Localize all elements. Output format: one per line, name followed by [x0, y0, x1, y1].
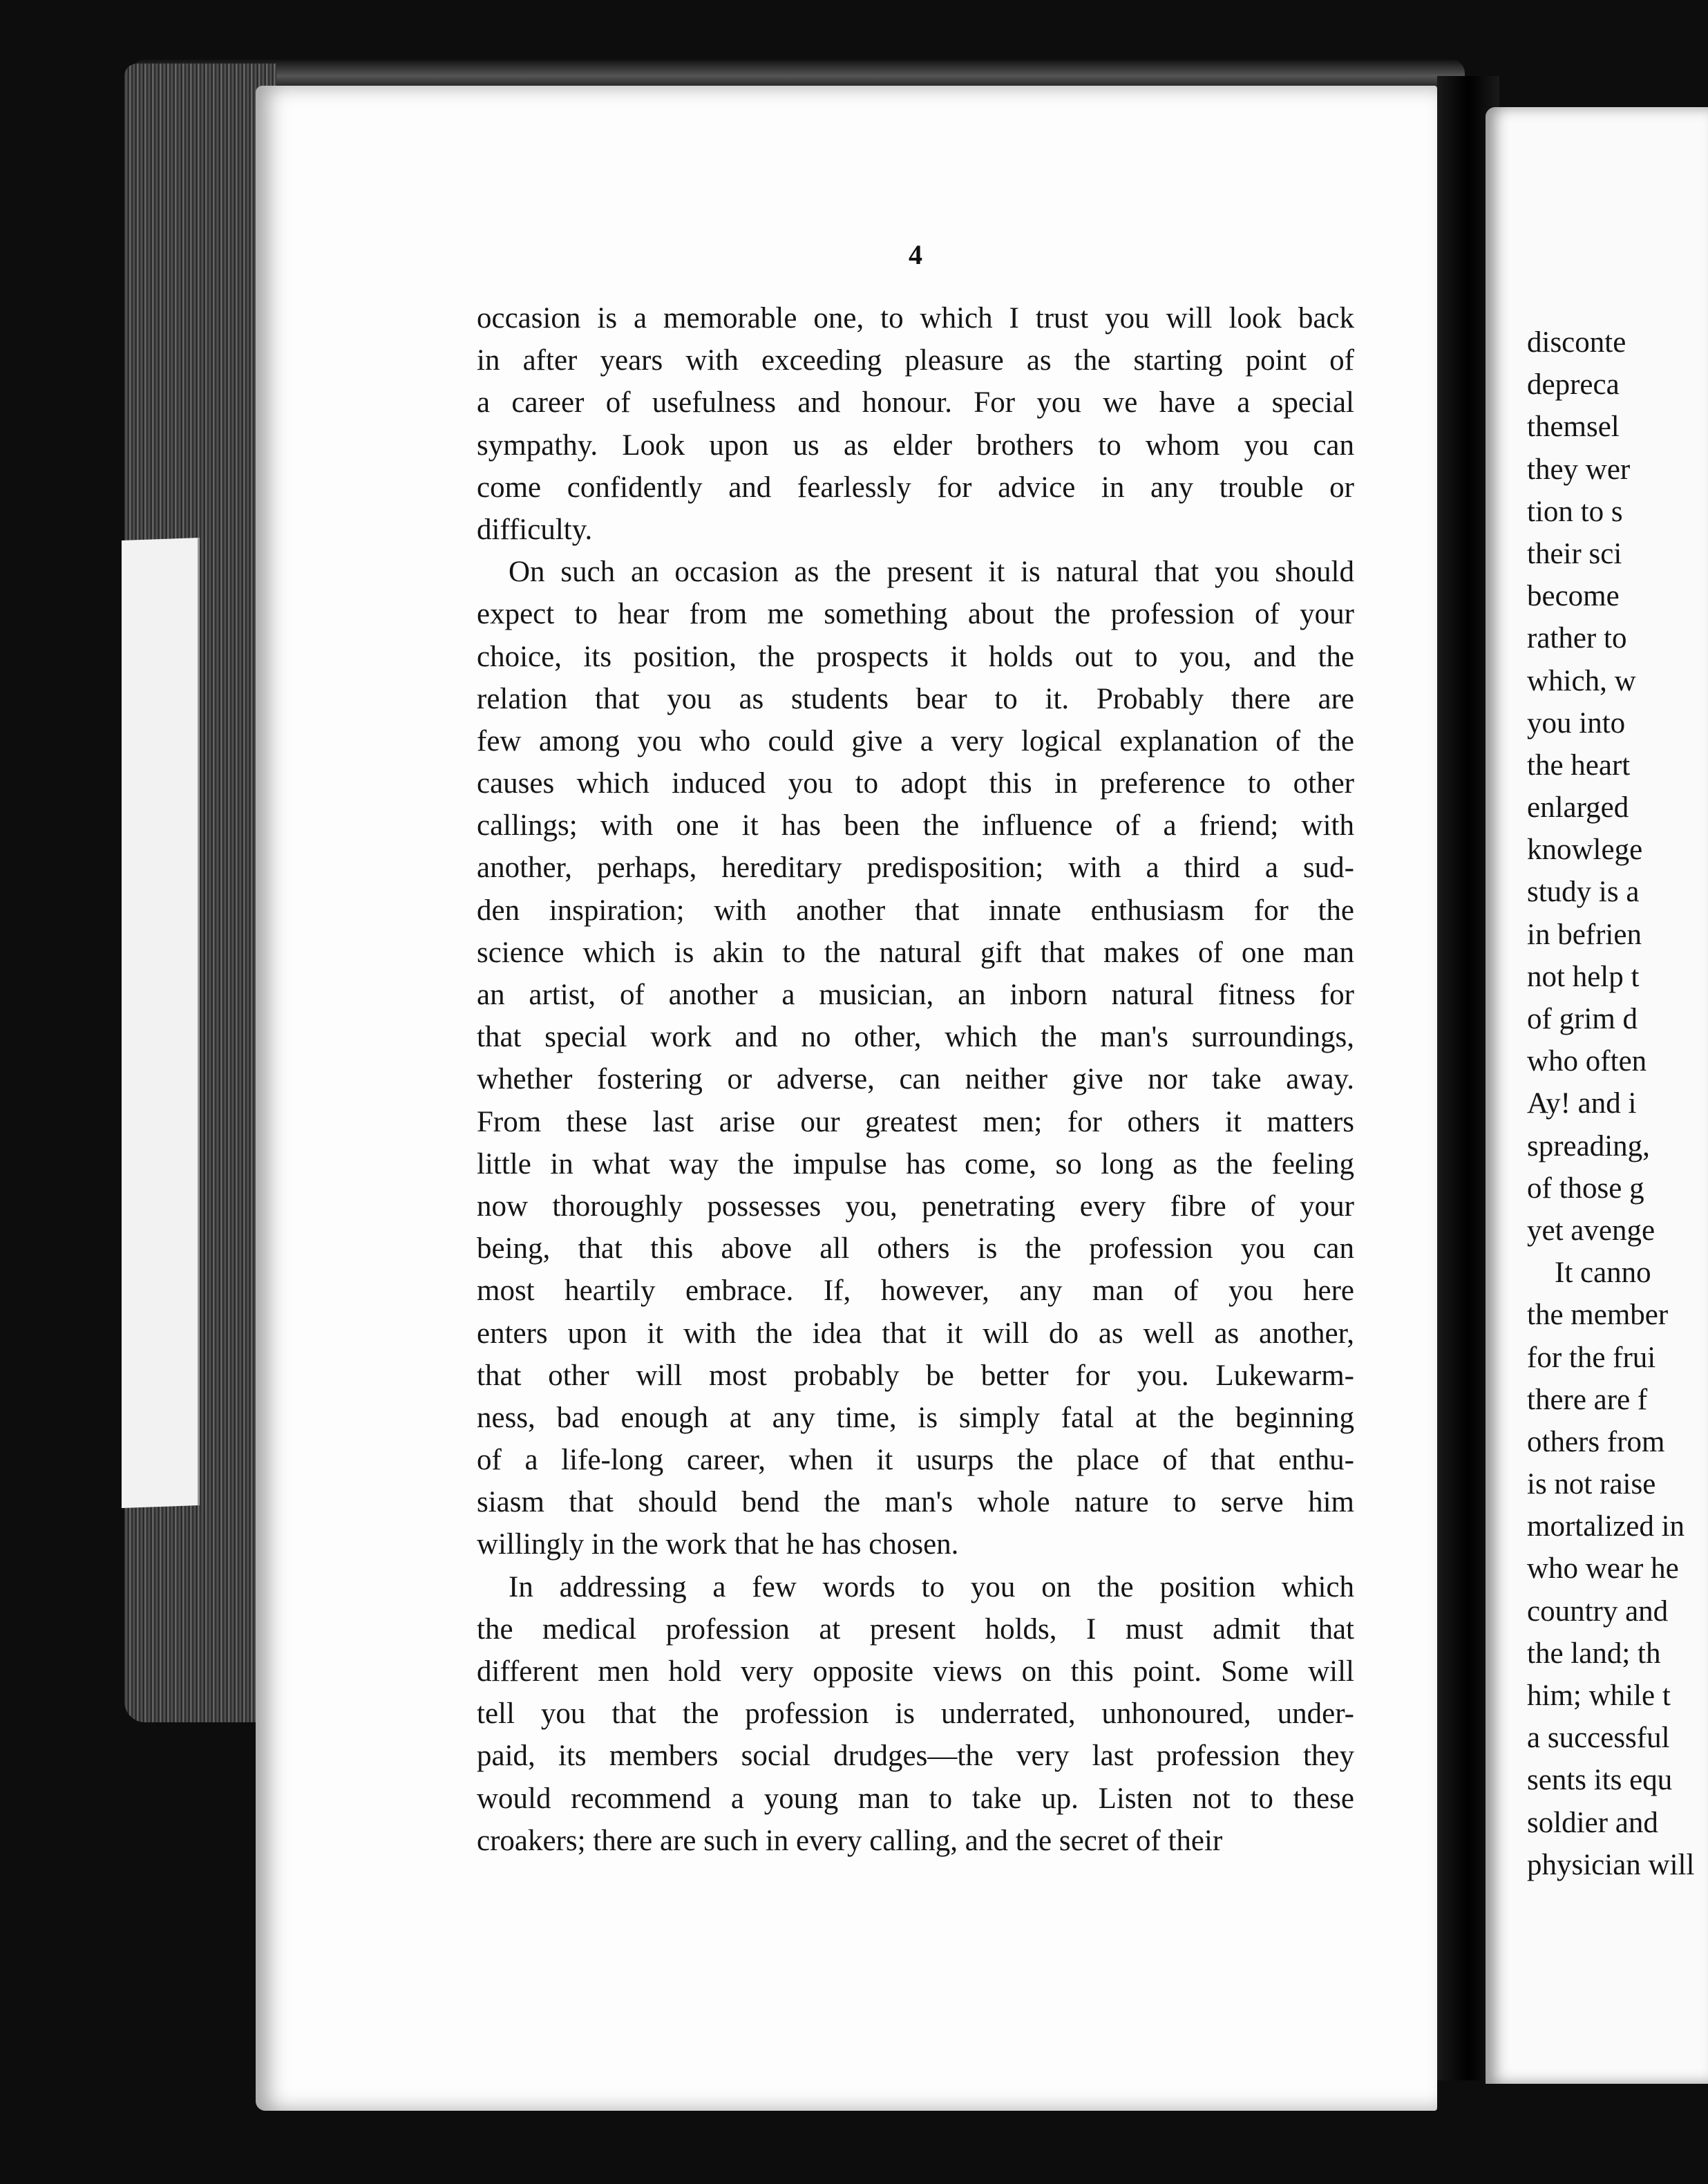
- text-line: the medical profession at present holds, I must admit that: [477, 1612, 1354, 1646]
- right-text-line: themsel: [1527, 411, 1620, 444]
- right-text-line: a successful: [1527, 1722, 1670, 1755]
- text-line: den inspiration; with another that innate enthusiasm for the: [477, 894, 1354, 927]
- right-text-line: tion to s: [1527, 495, 1623, 528]
- book-top-edge: [131, 59, 1465, 87]
- right-page-text: [1527, 321, 1708, 1886]
- text-line: sympathy. Look upon us as elder brothers to whom you can: [477, 429, 1354, 462]
- text-line: that special work and no other, which the man's surroundings,: [477, 1021, 1354, 1054]
- right-text-line: knowlege: [1527, 834, 1643, 867]
- right-text-line: Ay! and i: [1527, 1087, 1637, 1120]
- right-text-line: depreca: [1527, 368, 1620, 402]
- right-text-line: the member: [1527, 1299, 1669, 1332]
- right-text-line: of grim d: [1527, 1003, 1638, 1035]
- right-text-line: you into: [1527, 706, 1626, 740]
- text-line: of a life-long career, when it usurps the place of that enthu-: [477, 1444, 1354, 1477]
- body-text: [477, 297, 1354, 1862]
- right-text-line: It canno: [1555, 1256, 1651, 1290]
- text-line: different men hold very opposite views on this point. Some will: [477, 1655, 1354, 1688]
- right-text-line: who often: [1527, 1045, 1647, 1078]
- text-line: causes which induced you to adopt this in preference to other: [477, 767, 1354, 800]
- right-text-line: who wear he: [1527, 1552, 1679, 1585]
- text-line: another, perhaps, hereditary predisposition; with a third a sud-: [477, 851, 1354, 885]
- right-text-line: physician will: [1527, 1848, 1695, 1881]
- text-line: would recommend a young man to take up. Listen not to these: [477, 1782, 1354, 1815]
- right-text-line: they wer: [1527, 453, 1631, 486]
- right-text-line: there are f: [1527, 1383, 1648, 1416]
- text-line: being, that this above all others is the profession you can: [477, 1232, 1354, 1265]
- text-line: most heartily embrace. If, however, any man of you here: [477, 1274, 1354, 1308]
- text-line: relation that you as students bear to it. Probably there are: [477, 682, 1354, 715]
- right-text-line: in befrien: [1527, 918, 1642, 951]
- right-text-line: soldier and: [1527, 1806, 1658, 1839]
- right-text-line: sents its equ: [1527, 1764, 1673, 1797]
- right-text-line: others from: [1527, 1425, 1665, 1458]
- text-line: in after years with exceeding pleasure as the starting point of: [477, 344, 1354, 377]
- text-line: science which is akin to the natural gift that makes of one man: [477, 936, 1354, 969]
- text-line: come confidently and fearlessly for advice in any trouble or: [477, 471, 1354, 504]
- text-line: expect to hear from me something about the profession of your: [477, 598, 1354, 631]
- right-text-line: of those g: [1527, 1171, 1644, 1205]
- text-line: croakers; there are such in every calling, and the secret of their: [477, 1824, 1223, 1857]
- text-line: whether fostering or adverse, can neither give nor take away.: [477, 1063, 1354, 1096]
- page-number: 4: [909, 239, 922, 270]
- right-text-line: rather to: [1527, 622, 1627, 655]
- text-line: tell you that the profession is underrated, unhonoured, under-: [477, 1697, 1354, 1731]
- text-line: enters upon it with the idea that it will do as well as another,: [477, 1317, 1354, 1350]
- right-text-line: him; while t: [1527, 1679, 1671, 1712]
- right-text-line: country and: [1527, 1594, 1669, 1628]
- text-line: siasm that should bend the man's whole nature to serve him: [477, 1486, 1354, 1519]
- text-line: callings; with one it has been the influence of a friend; with: [477, 809, 1354, 842]
- right-text-line: is not raise: [1527, 1468, 1656, 1501]
- right-text-line: their sci: [1527, 537, 1622, 570]
- text-line: paid, its members social drudges—the very last profession they: [477, 1740, 1354, 1773]
- right-text-line: which, w: [1527, 664, 1636, 697]
- right-text-line: yet avenge: [1527, 1214, 1655, 1247]
- text-line: willingly in the work that he has chosen.: [477, 1528, 959, 1561]
- right-text-line: spreading,: [1527, 1129, 1650, 1162]
- right-text-line: disconte: [1527, 326, 1626, 359]
- text-line: ness, bad enough at any time, is simply fatal at the beginning: [477, 1401, 1354, 1434]
- right-text-line: enlarged: [1527, 791, 1629, 825]
- text-line: that other will most probably be better for you. Lukewarm-: [477, 1359, 1354, 1392]
- text-line: few among you who could give a very logical explanation of the: [477, 724, 1354, 757]
- text-line: From these last arise our greatest men; for others it matters: [477, 1105, 1354, 1138]
- right-text-line: the heart: [1527, 749, 1631, 782]
- right-text-line: the land; th: [1527, 1637, 1661, 1670]
- right-text-line: mortalized in: [1527, 1510, 1685, 1543]
- right-text-line: not help t: [1527, 960, 1640, 993]
- right-text-line: for the frui: [1527, 1341, 1656, 1374]
- paper-slip: [122, 538, 200, 1508]
- text-line: little in what way the impulse has come, so long as the feeling: [477, 1147, 1354, 1180]
- text-line: difficulty.: [477, 513, 593, 546]
- text-line: choice, its position, the prospects it holds out to you, and the: [477, 640, 1354, 673]
- right-text-line: study is a: [1527, 876, 1640, 909]
- text-line: On such an occasion as the present it is natural that you should: [509, 556, 1354, 589]
- text-line: occasion is a memorable one, to which I trust you will look back: [477, 302, 1354, 335]
- text-line: now thoroughly possesses you, penetrating every fibre of your: [477, 1189, 1354, 1223]
- text-line: In addressing a few words to you on the position which: [509, 1570, 1354, 1603]
- text-line: a career of usefulness and honour. For you we have a special: [477, 386, 1354, 420]
- right-text-line: become: [1527, 580, 1620, 613]
- text-line: an artist, of another a musician, an inborn natural fitness for: [477, 979, 1354, 1011]
